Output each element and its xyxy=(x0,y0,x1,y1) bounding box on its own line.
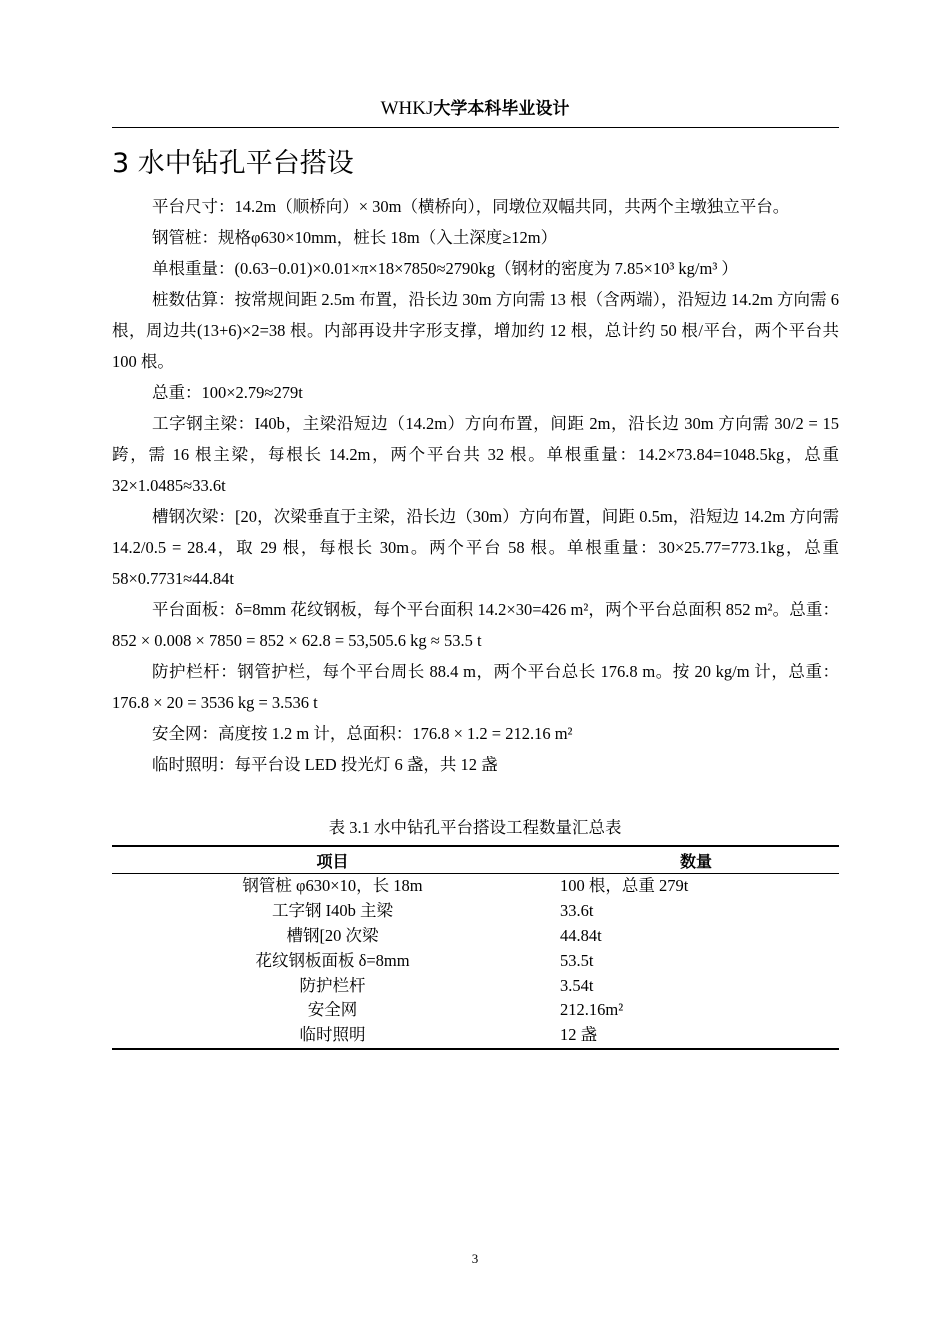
table-caption: 表 3.1 水中钻孔平台搭设工程数量汇总表 xyxy=(328,818,622,837)
paragraph: 安全网：高度按 1.2 m 计，总面积：176.8 × 1.2 = 212.16 m² xyxy=(152,724,573,743)
table-row xyxy=(112,998,839,1023)
section-heading: 3 水中钻孔平台搭设 xyxy=(112,148,354,179)
table-cell-item: 临时照明 xyxy=(299,1025,366,1045)
summary-table xyxy=(112,845,839,1050)
table-cell-item: 工字钢 I40b 主梁 xyxy=(272,901,393,921)
column-header-item: 项目 xyxy=(112,846,553,874)
header-title: 大学本科毕业设计 xyxy=(433,99,570,119)
header-rule xyxy=(112,127,839,128)
table-cell-quantity: 12 盏 xyxy=(560,1025,598,1045)
paragraph: 总重：100×2.79≈279t xyxy=(152,383,303,402)
paragraph: 临时照明：每平台设 LED 投光灯 6 盏，共 12 盏 xyxy=(152,755,498,774)
table-cell-item: 钢管桩 φ630×10，长 18m xyxy=(242,876,423,896)
paragraph: 平台面板：δ=8mm 花纹钢板，每个平台面积 14.2×30=426 m²，两个平台总面积 852 m²。总重：852 × 0.008 × 7850 = 852 × 62.8 = 53,505.6 kg ≈ 53.5 t xyxy=(112,600,839,650)
table-cell-quantity: 100 根，总重 279t xyxy=(560,876,689,896)
header-prefix: WHKJ xyxy=(380,98,434,119)
page-header xyxy=(0,96,950,122)
paragraph: 单根重量：(0.63−0.01)×0.01×π×18×7850≈2790kg（钢材的密度为 7.85×10³ kg/m³ ） xyxy=(152,259,738,278)
table-cell-quantity: 44.84t xyxy=(560,925,602,945)
table-cell-item: 槽钢[20 次梁 xyxy=(286,925,379,945)
table-row xyxy=(112,899,839,924)
table-cell-quantity: 212.16m² xyxy=(560,1000,624,1020)
table-cell-item: 防护栏杆 xyxy=(299,975,366,995)
table-cell-quantity: 33.6t xyxy=(560,901,594,921)
table-row xyxy=(112,1023,839,1049)
table-row xyxy=(112,924,839,949)
body-text xyxy=(112,191,839,780)
table-cell-item: 安全网 xyxy=(307,1000,358,1020)
paragraph: 工字钢主梁：I40b，主梁沿短边（14.2m）方向布置，间距 2m，沿长边 30m 方向需 30/2 = 15 跨，需 16 根主梁，每根长 14.2m，两个平台共 32 根。单根重量：14.2×73.84=1048.5kg，总重 32×1.0485≈33.6t xyxy=(112,414,839,495)
page-number: 3 xyxy=(471,1251,479,1266)
table-header-row xyxy=(112,846,839,874)
column-header-quantity: 数量 xyxy=(553,846,839,874)
table-row xyxy=(112,874,839,899)
table-cell-quantity: 53.5t xyxy=(560,950,594,970)
paragraph: 防护栏杆：钢管护栏，每个平台周长 88.4 m，两个平台总长 176.8 m。按 20 kg/m 计，总重：176.8 × 20 = 3536 kg = 3.536 t xyxy=(112,662,839,712)
table-cell-quantity: 3.54t xyxy=(560,975,594,995)
paragraph: 槽钢次梁：[20，次梁垂直于主梁，沿长边（30m）方向布置，间距 0.5m，沿短边 14.2m 方向需 14.2/0.5 = 28.4，取 29 根，每根长 30m。两个平台 58 根。单根重量：30×25.77=773.1kg，总重 58×0.7731≈44.84t xyxy=(112,507,839,588)
table-row xyxy=(112,948,839,973)
paragraph: 桩数估算：按常规间距 2.5m 布置，沿长边 30m 方向需 13 根（含两端），沿短边 14.2m 方向需 6 根，周边共(13+6)×2=38 根。内部再设井字形支撑，增加约 12 根，总计约 50 根/平台，两个平台共 100 根。 xyxy=(112,290,839,371)
paragraph: 平台尺寸：14.2m（顺桥向）× 30m（横桥向），同墩位双幅共同，共两个主墩独立平台。 xyxy=(152,197,790,216)
table-cell-item: 花纹钢板面板 δ=8mm xyxy=(255,950,410,970)
paragraph: 钢管桩：规格φ630×10mm，桩长 18m（入土深度≥12m） xyxy=(152,228,558,247)
table-row xyxy=(112,973,839,998)
